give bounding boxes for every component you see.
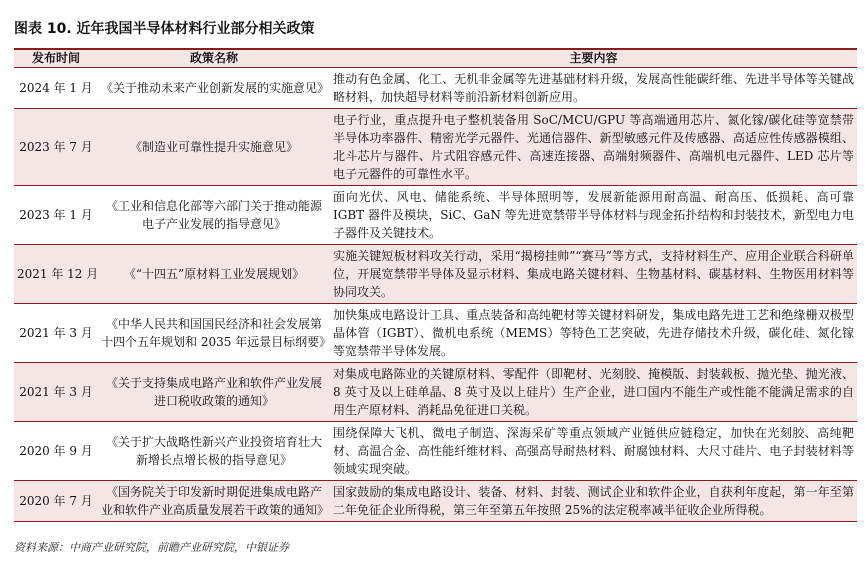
header-content: 主要内容 bbox=[330, 49, 857, 68]
row-policy-name: 《国务院关于印发新时期促进集成电路产业和软件产业高质量发展若干政策的通知》 bbox=[98, 481, 330, 522]
table-row bbox=[14, 304, 857, 363]
table-row bbox=[14, 481, 857, 522]
row-policy-name: 《工业和信息化部等六部门关于推动能源电子产业发展的指导意见》 bbox=[98, 186, 330, 245]
figure-title: 图表 10. 近年我国半导体材料行业部分相关政策 bbox=[14, 21, 315, 37]
header-policy-name: 政策名称 bbox=[98, 49, 330, 68]
row-content: 对集成电路陈业的关键原材料、零配件（即靶材、光刻胶、掩模版、封装载板、抛光垫、抛光液、8 英寸及以上硅单晶、8 英寸及以上硅片）生产企业，进口国内不能生产或性能不能满足需求的自用生产原材料、消耗品免征进口关税。 bbox=[330, 363, 857, 422]
row-date: 2021 年 12 月 bbox=[14, 245, 98, 304]
row-content: 推动有色金属、化工、无机非金属等先进基础材料升级，发展高性能碳纤维、先进半导体等关键战略材料，加快超导材料等前沿新材料创新应用。 bbox=[330, 68, 857, 109]
row-content: 加快集成电路设计工具、重点装备和高纯靶材等关键材料研发，集成电路先进工艺和绝缘栅双极型晶体管（IGBT）、微机电系统（MEMS）等特色工艺突破，先进存储技术升级，碳化硅、氮化镓等宽禁带半导体发展。 bbox=[330, 304, 857, 363]
table-row bbox=[14, 363, 857, 422]
row-date: 2023 年 7 月 bbox=[14, 109, 98, 186]
row-date: 2023 年 1 月 bbox=[14, 186, 98, 245]
row-content: 实施关键短板材料攻关行动，采用“揭榜挂帅”“赛马”等方式，支持材料生产、应用企业联合科研单位，开展宽禁带半导体及显示材料、集成电路关键材料、生物基材料、碳基材料、生物医用材料等协同攻关。 bbox=[330, 245, 857, 304]
table-body bbox=[14, 68, 857, 522]
table-header bbox=[14, 49, 857, 68]
row-content: 电子行业，重点提升电子整机装备用 SoC/MCU/GPU 等高端通用芯片、氮化镓/碳化硅等宽禁带半导体功率器件、精密光学元器件、光通信器件、新型敏感元件及传感器、高适应性传感器模组、北斗芯片与器件、片式阻容感元件、高速连接器、高端射频器件、高端机电元器件、LED 芯片等电子元器件的可靠性水平。 bbox=[330, 109, 857, 186]
row-policy-name: 《“十四五”原材料工业发展规划》 bbox=[98, 245, 330, 304]
row-date: 2024 年 1 月 bbox=[14, 68, 98, 109]
row-policy-name: 《关于扩大战略性新兴产业投资培育壮大新增长点增长极的指导意见》 bbox=[98, 422, 330, 481]
row-policy-name: 《制造业可靠性提升实施意见》 bbox=[98, 109, 330, 186]
table-row bbox=[14, 186, 857, 245]
row-content: 围绕保障大飞机、微电子制造、深海采矿等重点领域产业链供应链稳定，加快在光刻胶、高纯靶材、高温合金、高性能纤维材料、高强高导耐热材料、耐腐蚀材料、大尺寸硅片、电子封装材料等领域实现突破。 bbox=[330, 422, 857, 481]
row-date: 2020 年 7 月 bbox=[14, 481, 98, 522]
table-row bbox=[14, 245, 857, 304]
row-content: 面向光伏、风电、储能系统、半导体照明等，发展新能源用耐高温、耐高压、低损耗、高可靠 IGBT 器件及模块，SiC、GaN 等先进宽禁带半导体材料与现金拓扑结构和封装技术，新型电力电子器件及关键技术。 bbox=[330, 186, 857, 245]
row-policy-name: 《关于支持集成电路产业和软件产业发展进口税收政策的通知》 bbox=[98, 363, 330, 422]
row-date: 2021 年 3 月 bbox=[14, 363, 98, 422]
table-row bbox=[14, 68, 857, 109]
table-row bbox=[14, 109, 857, 186]
row-date: 2021 年 3 月 bbox=[14, 304, 98, 363]
row-policy-name: 《关于推动未来产业创新发展的实施意见》 bbox=[98, 68, 330, 109]
row-date: 2020 年 9 月 bbox=[14, 422, 98, 481]
row-content: 国家鼓励的集成电路设计、装备、材料、封装、测试企业和软件企业，自获利年度起，第一年至第二年免征企业所得税，第三年至第五年按照 25%的法定税率减半征收企业所得税。 bbox=[330, 481, 857, 522]
source-note: 资料来源：中商产业研究院，前瞻产业研究院，中银证券 bbox=[14, 541, 289, 554]
policy-table bbox=[14, 48, 857, 522]
header-row bbox=[14, 49, 857, 68]
header-date: 发布时间 bbox=[14, 49, 98, 68]
table-row bbox=[14, 422, 857, 481]
row-policy-name: 《中华人民共和国国民经济和社会发展第十四个五年规划和 2035 年远景目标纲要》 bbox=[98, 304, 330, 363]
